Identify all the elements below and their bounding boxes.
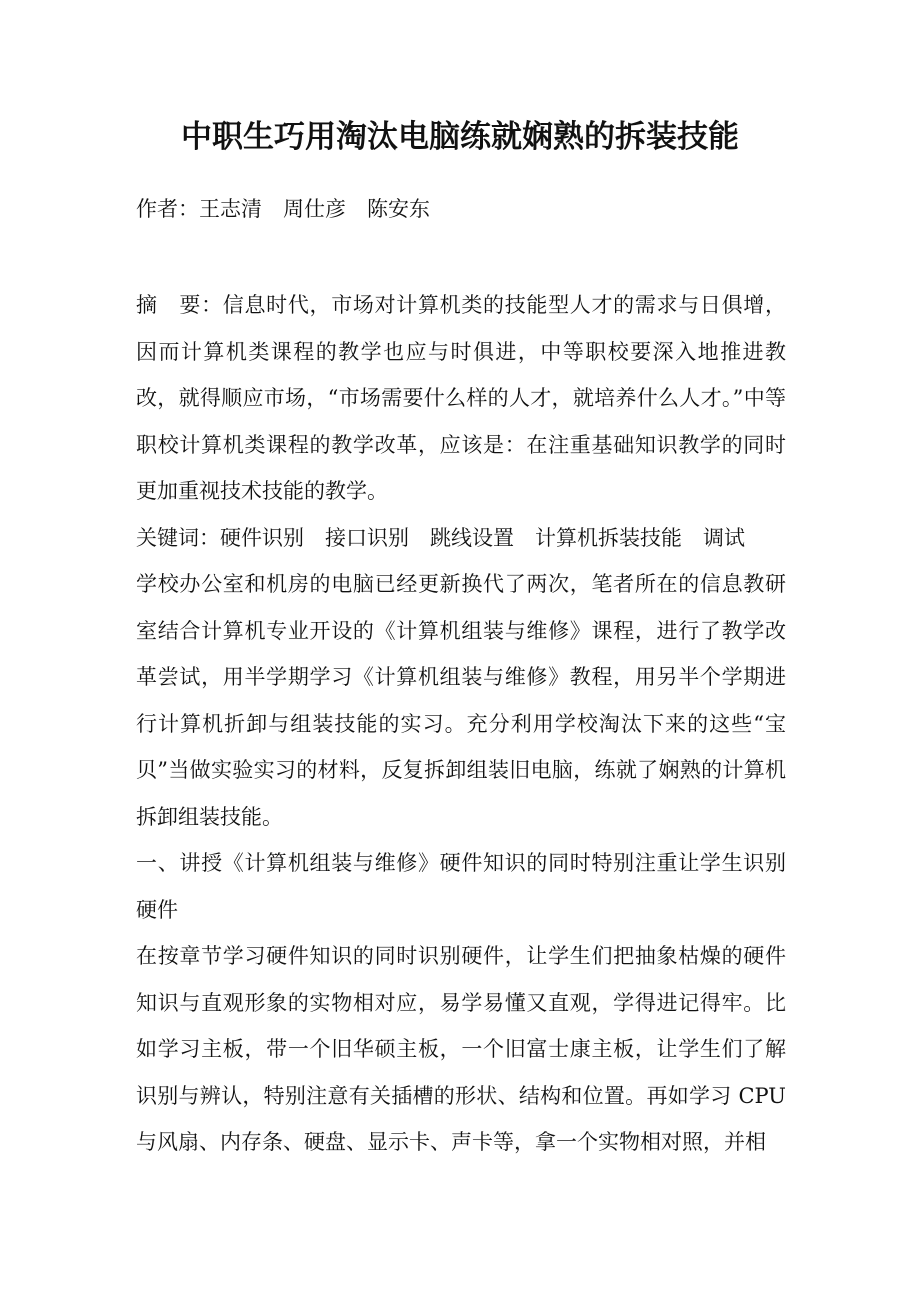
document-title: 中职生巧用淘汰电脑练就娴熟的拆装技能 <box>181 119 739 155</box>
keyword-item: 硬件识别 <box>220 525 304 550</box>
keyword-item: 接口识别 <box>325 525 409 550</box>
abstract-paragraph: 摘 要：信息时代，市场对计算机类的技能型人才的需求与日俱增，因而计算机类课程的教学也应与时俱进，中等职校要深入地推进教改，就得顺应市场，“市场需要什么样的人才，就培养什么人才。”中等职校计算机类课程的教学改革，应该是：在注重基础知识教学的同时更加重视技术技能的教学。 <box>136 293 786 503</box>
authors-line: 作者：王志清 周仕彦 陈安东 <box>136 197 430 221</box>
keyword-item: 跳线设置 <box>430 525 514 550</box>
keywords-label: 关键词： <box>136 525 220 550</box>
keywords-line <box>136 515 786 562</box>
section-paragraph: 在按章节学习硬件知识的同时识别硬件，让学生们把抽象枯燥的硬件知识与直观形象的实物相对应，易学易懂又直观，学得进记得牢。比如学习主板，带一个旧华硕主板，一个旧富士康主板，让学生们了解识别与辨认，特别注意有关插槽的形状、结构和位置。再如学习 CPU 与风扇、内存条、硬盘、显示卡、声卡等，拿一个实物相对照，并相 <box>136 944 786 1154</box>
keyword-item: 调试 <box>703 525 745 550</box>
section-heading: 一、讲授《计算机组装与维修》硬件知识的同时特别注重让学生识别硬件 <box>136 851 786 922</box>
intro-paragraph: 学校办公室和机房的电脑已经更新换代了两次，笔者所在的信息教研室结合计算机专业开设的《计算机组装与维修》课程，进行了教学改革尝试，用半学期学习《计算机组装与维修》教程，用另半个学期进行计算机折卸与组装技能的实习。充分利用学校淘汰下来的这些“宝贝”当做实验实习的材料，反复拆卸组装旧电脑，练就了娴熟的计算机拆卸组装技能。 <box>136 572 786 829</box>
document-body <box>136 282 786 1166</box>
keyword-item: 计算机拆装技能 <box>535 525 682 550</box>
